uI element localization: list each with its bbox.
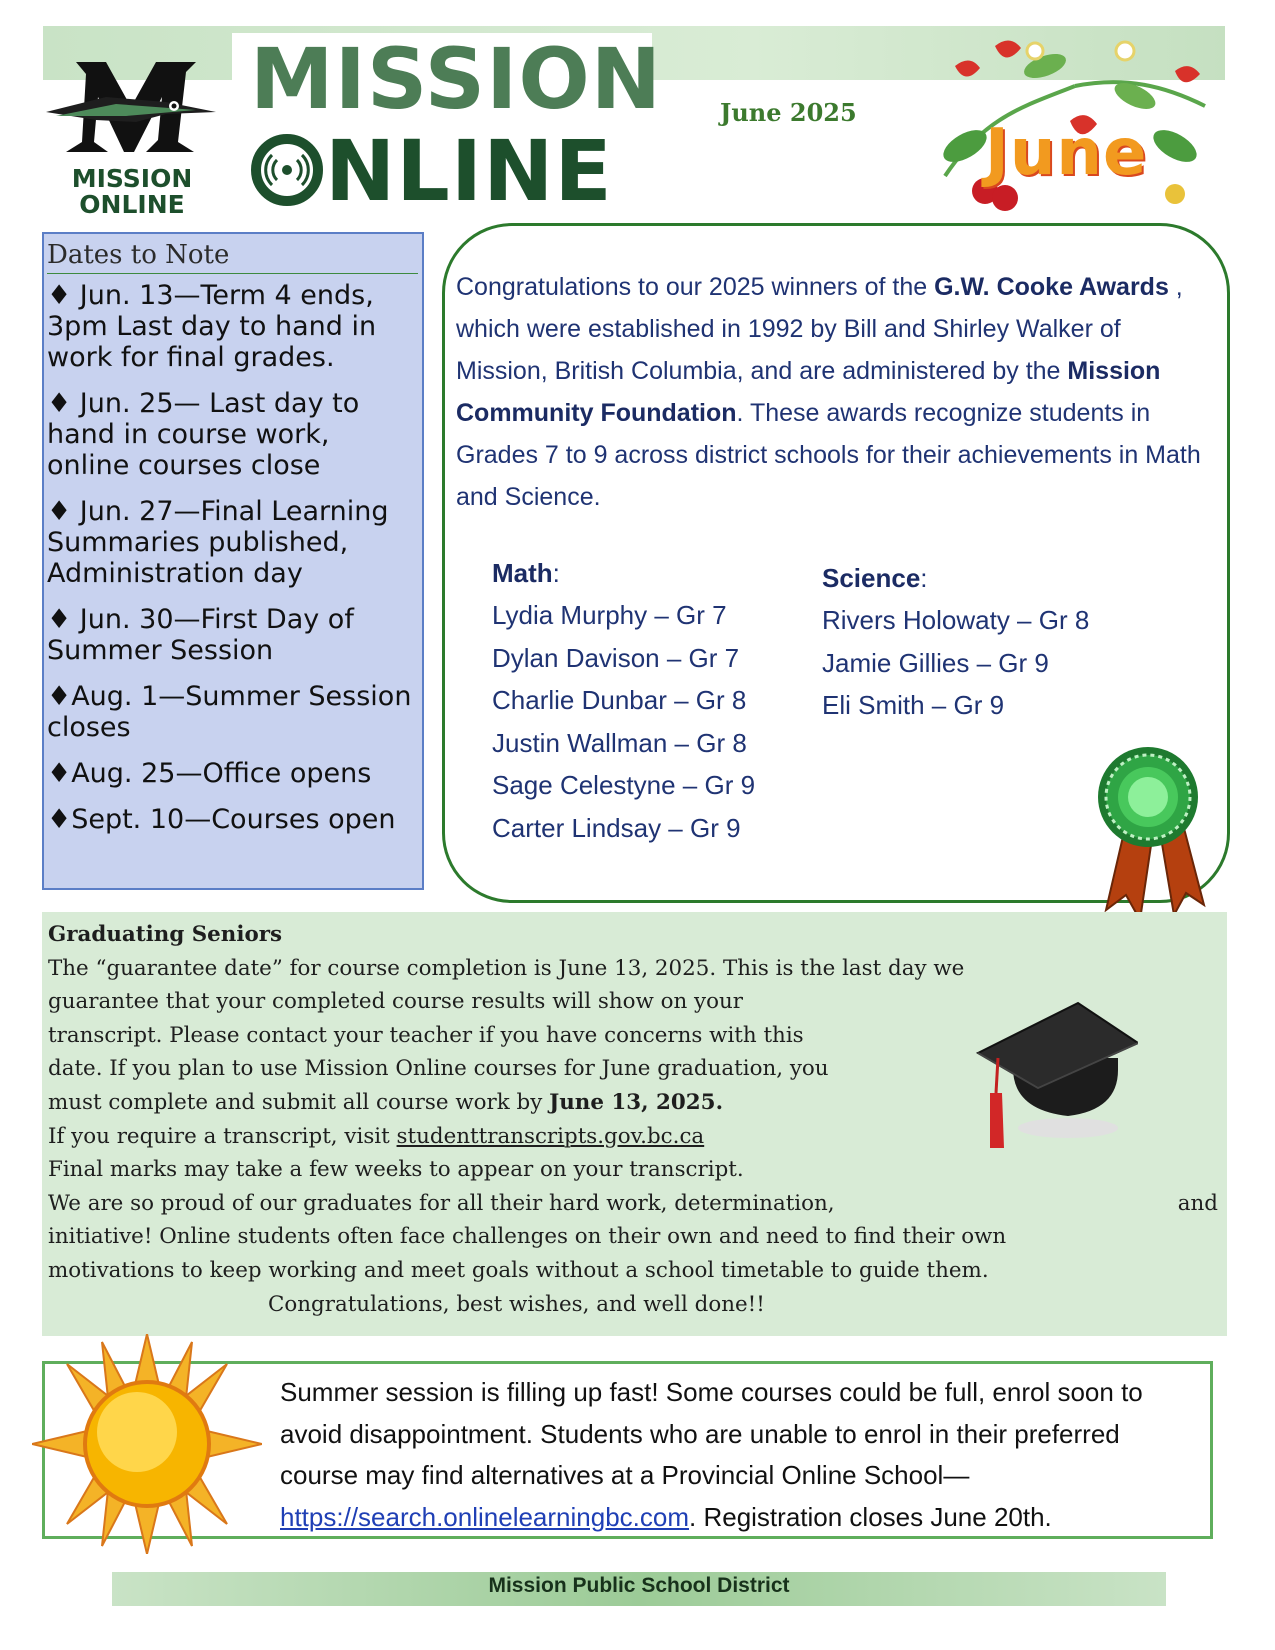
graduating-line: Congratulations, best wishes, and well done!! — [268, 1291, 765, 1317]
math-winner: Charlie Dunbar – Gr 8 — [492, 685, 747, 715]
date-item: ♦ Jun. 25— Last day to hand in course work, online courses close — [47, 388, 360, 481]
graduating-line: motivations to keep working and meet goals without a school timetable to guide them. — [48, 1257, 989, 1283]
math-winner: Dylan Davison – Gr 7 — [492, 642, 740, 673]
graduating-line-text: and — [1177, 1190, 1218, 1216]
foundation-name: Mission Community Foundation — [456, 357, 1161, 427]
graduating-line: transcript. Please contact your teacher if you have concerns with this — [48, 1022, 804, 1048]
online-learning-link[interactable]: https://search.onlinelearningbc.com — [280, 1501, 690, 1532]
award-ribbon — [1088, 745, 1208, 935]
transcripts-link[interactable]: studenttranscripts.gov.bc.ca — [396, 1123, 705, 1149]
graduation-deadline: June 13, 2025. — [549, 1089, 724, 1115]
graduating-line — [48, 1187, 1218, 1221]
graduating-line: initiative! Online students often face challenges on their own and need to find their own — [48, 1224, 1007, 1250]
graduating-line: date. If you plan to use Mission Online courses for June graduation, you — [48, 1056, 829, 1082]
dates-to-note-panel — [42, 232, 424, 890]
graduating-line: guarantee that your completed course results will show on your — [48, 989, 743, 1015]
awards-intro-text: . These awards recognize students in Grades 7 to 9 across district schools for their achievements in Math and Science. — [456, 399, 1201, 511]
roadrunner-logo-icon — [46, 52, 218, 162]
date-item: ♦Aug. 25—Office opens — [47, 758, 372, 789]
award-name: G.W. Cooke Awards — [934, 273, 1169, 301]
math-heading-text: Math — [492, 558, 553, 588]
graduating-line: Final marks may take a few weeks to appear on your transcript. — [48, 1157, 744, 1183]
summer-text-body: . Registration closes June 20th. — [689, 1501, 1052, 1532]
math-winners-column — [492, 552, 812, 849]
graduating-title — [48, 918, 1218, 952]
title-online-text: NLINE — [325, 122, 613, 220]
math-winner: Carter Lindsay – Gr 9 — [492, 812, 741, 843]
summer-text — [280, 1372, 1200, 1538]
logo-text-online: ONLINE — [79, 190, 185, 219]
graduating-line-text: must complete and submit all course work by — [48, 1089, 550, 1115]
june-graphic-text: June — [985, 116, 1148, 190]
logo-text-mission: MISSION — [71, 164, 193, 193]
footer-text: Mission Public School District — [488, 1574, 790, 1597]
dates-to-note-title: Dates to Note — [47, 240, 418, 274]
awards-intro — [456, 266, 1216, 518]
grad-cap — [968, 998, 1138, 1158]
math-winner: Sage Celestyne – Gr 9 — [492, 770, 756, 800]
graduating-line-text: If you require a transcript, visit — [48, 1123, 397, 1149]
graduating-line: The “guarantee date” for course completion is June 13, 2025. This is the last day we — [48, 955, 965, 981]
newsletter-title-mission: MISSION — [250, 30, 663, 128]
science-winners-column — [822, 557, 1162, 727]
math-winner: Justin Wallman – Gr 8 — [492, 727, 747, 758]
science-winner: Jamie Gillies – Gr 9 — [822, 647, 1049, 678]
awards-intro-text: , which were established in 1992 by Bill and Shirley Walker of Mission, British Columbia, and are administered by the — [456, 273, 1183, 385]
math-heading: Math: — [492, 558, 560, 588]
sun-icon — [32, 1334, 262, 1554]
science-winner: Eli Smith – Gr 9 — [822, 690, 1005, 720]
june-graphic — [925, 26, 1225, 221]
graduating-line-text: We are so proud of our graduates for all their hard work, determination, — [48, 1190, 835, 1216]
science-heading: Science: — [822, 563, 928, 593]
math-winner: Lydia Murphy – Gr 7 — [492, 600, 727, 630]
mission-logo — [46, 52, 218, 219]
graduating-title-text: Graduating Seniors — [48, 922, 283, 947]
graduation-cap-icon — [968, 998, 1138, 1158]
newsletter-title-online — [251, 122, 613, 220]
date-item: ♦ Jun. 13—Term 4 ends, 3pm Last day to hand in work for final grades. — [47, 280, 377, 373]
science-winner: Rivers Holowaty – Gr 8 — [822, 605, 1090, 635]
date-item: ♦ Jun. 27—Final Learning Summaries published, Administration day — [47, 496, 389, 589]
award-ribbon-icon — [1088, 745, 1208, 935]
date-item: ♦Aug. 1—Summer Session closes — [47, 681, 412, 743]
summer-text-body: Summer session is filling up fast! Some courses could be full, enrol soon to avoid disappointment. Students who are unable to enrol in their preferred course may find alternatives at a Provincial Online School— — [280, 1377, 1143, 1490]
broadcast-icon — [251, 134, 323, 206]
issue-date: June 2025 — [720, 98, 857, 127]
science-heading-text: Science — [822, 563, 921, 593]
date-item: ♦Sept. 10—Courses open — [47, 804, 396, 835]
sun — [32, 1334, 262, 1554]
awards-intro-text: Congratulations to our 2025 winners of the — [456, 273, 935, 301]
date-item: ♦ Jun. 30—First Day of Summer Session — [47, 604, 354, 666]
